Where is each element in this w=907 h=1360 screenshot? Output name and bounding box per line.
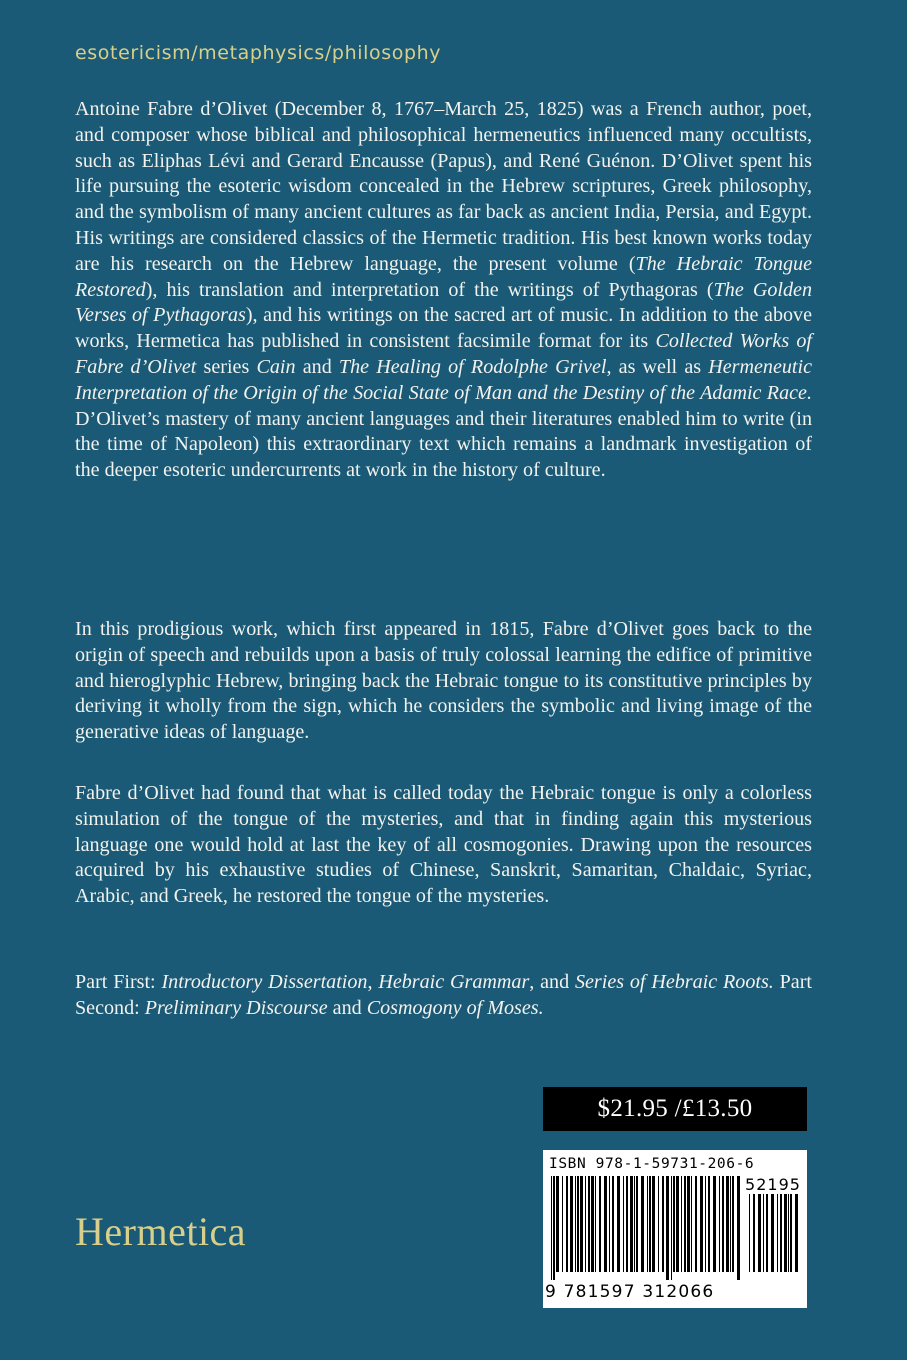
category-label: esotericism/metaphysics/philosophy xyxy=(75,42,442,64)
contents-paragraph: Part First: Introductory Dissertation, Hebraic Grammar, and Series of Hebraic Roots. Part Second: Preliminary Discourse and Cosmogony of Moses. xyxy=(75,971,812,1019)
addon-code: 52195 xyxy=(745,1175,801,1194)
ean-barcode-icon xyxy=(551,1176,741,1280)
publisher-name: Hermetica xyxy=(75,1209,247,1254)
isbn-text: ISBN 978-1-59731-206-6 xyxy=(549,1156,755,1172)
description-paragraph-2: In this prodigious work, which first appeared in 1815, Fabre d’Olivet goes back to the origin of speech and rebuilds upon a basis of truly colossal learning the edifice of primitive and hieroglyphic Hebrew, bringing back the Hebraic tongue to its constitutive principles by deriving it wholly from the sign, which he considers the symbolic and living image of the generative ideas of language. xyxy=(75,618,812,744)
addon-barcode-icon xyxy=(749,1194,801,1280)
description-paragraph-1: Antoine Fabre d’Olivet (December 8, 1767–March 25, 1825) was a French author, poet, and composer whose biblical and philosophical hermeneutics influenced many occultists, such as Eliphas Lévi and Gerard Encausse (Papus), and René Guénon. D’Olivet spent his life pursuing the esoteric wisdom concealed in the Hebrew scriptures, Greek philosophy, and the symbolism of many ancient cultures as far back as ancient India, Persia, and Egypt. His writings are considered classics of the Hermetic tradition. His best known works today are his research on the Hebrew language, the present volume (The Hebraic Tongue Restored), his translation and interpretation of the writings of Pythagoras (The Golden Verses of Pythagoras), and his writings on the sacred art of music. In addition to the above works, Hermetica has published in consistent facsimile format for its Collected Works of Fabre d’Olivet series Cain and The Healing of Rodolphe Grivel, as well as Hermeneutic Interpretation of the Origin of the Social State of Man and the Destiny of the Adamic Race. D’Olivet’s mastery of many ancient languages and their literatures enabled him to write (in the time of Napoleon) this extraordinary text which remains a landmark investigation of the deeper esoteric undercurrents at work in the history of culture. xyxy=(75,98,813,482)
description-paragraph-3: Fabre d’Olivet had found that what is called today the Hebraic tongue is only a colorless simulation of the tongue of the mysteries, and that in finding again this mysterious language one would hold at last the key of all cosmogonies. Drawing upon the resources acquired by his exhaustive studies of Chinese, Sanskrit, Samaritan, Chaldaic, Syriac, Arabic, and Greek, he restored the tongue of the mysteries. xyxy=(75,782,812,908)
price-box: $21.95 /£13.50 xyxy=(543,1087,807,1131)
ean-digits: 9 781597 312066 xyxy=(545,1282,715,1302)
barcode-panel xyxy=(543,1150,807,1308)
